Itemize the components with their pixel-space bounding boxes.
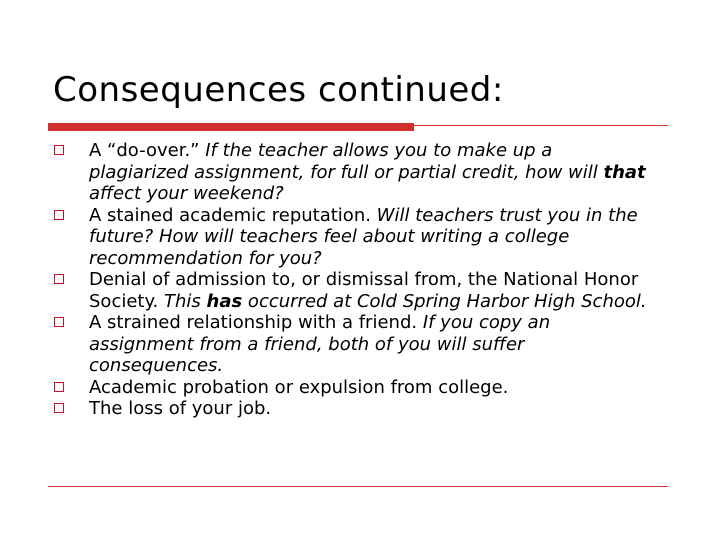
bullet-item: [54, 269, 654, 312]
bullet-lead-text: Academic probation or expulsion from college.: [89, 376, 509, 398]
bullet-lead-text: A strained relationship with a friend.: [89, 312, 423, 333]
bullet-lead-text: A stained academic reputation.: [89, 204, 377, 226]
bullet-item: [54, 398, 654, 420]
bullet-item: [54, 140, 654, 205]
bullet-italic-text: affect your weekend?: [89, 183, 284, 204]
hollow-square-bullet-icon: [54, 317, 64, 327]
bullet-lead-text: A “do-over.”: [89, 140, 206, 161]
bullet-italic-text: Will teachers trust you in the future? How will teachers feel about writing a college recommendation for you?: [89, 204, 638, 269]
bullet-lead-text: Denial of admission to, or dismissal from, the National Honor Society.: [89, 269, 639, 312]
hollow-square-bullet-icon: [54, 274, 64, 284]
bullet-bold-text: has: [206, 290, 243, 312]
bullet-lead-text: The loss of your job.: [89, 398, 272, 419]
bullet-italic-text: If the teacher allows you to make up a plagiarized assignment, for full or partial credit, how will: [89, 140, 604, 183]
hollow-square-bullet-icon: [54, 403, 64, 413]
bullet-item: [54, 205, 654, 270]
bullet-item: [54, 377, 654, 399]
slide-title: Consequences continued:: [53, 70, 504, 110]
bullet-italic-text: occurred at Cold Spring Harbor High School.: [242, 290, 647, 312]
hollow-square-bullet-icon: [54, 145, 64, 155]
bullet-bold-text: that: [603, 161, 646, 183]
bullet-list: [54, 140, 654, 420]
bullet-item: [54, 312, 654, 377]
bullet-italic-text: If you copy an assignment from a friend, both of you will suffer consequences.: [89, 312, 551, 376]
hollow-square-bullet-icon: [54, 382, 64, 392]
footer-divider: [48, 486, 668, 487]
hollow-square-bullet-icon: [54, 210, 64, 220]
title-divider-thick: [48, 123, 414, 131]
bullet-italic-text: This: [164, 290, 207, 312]
